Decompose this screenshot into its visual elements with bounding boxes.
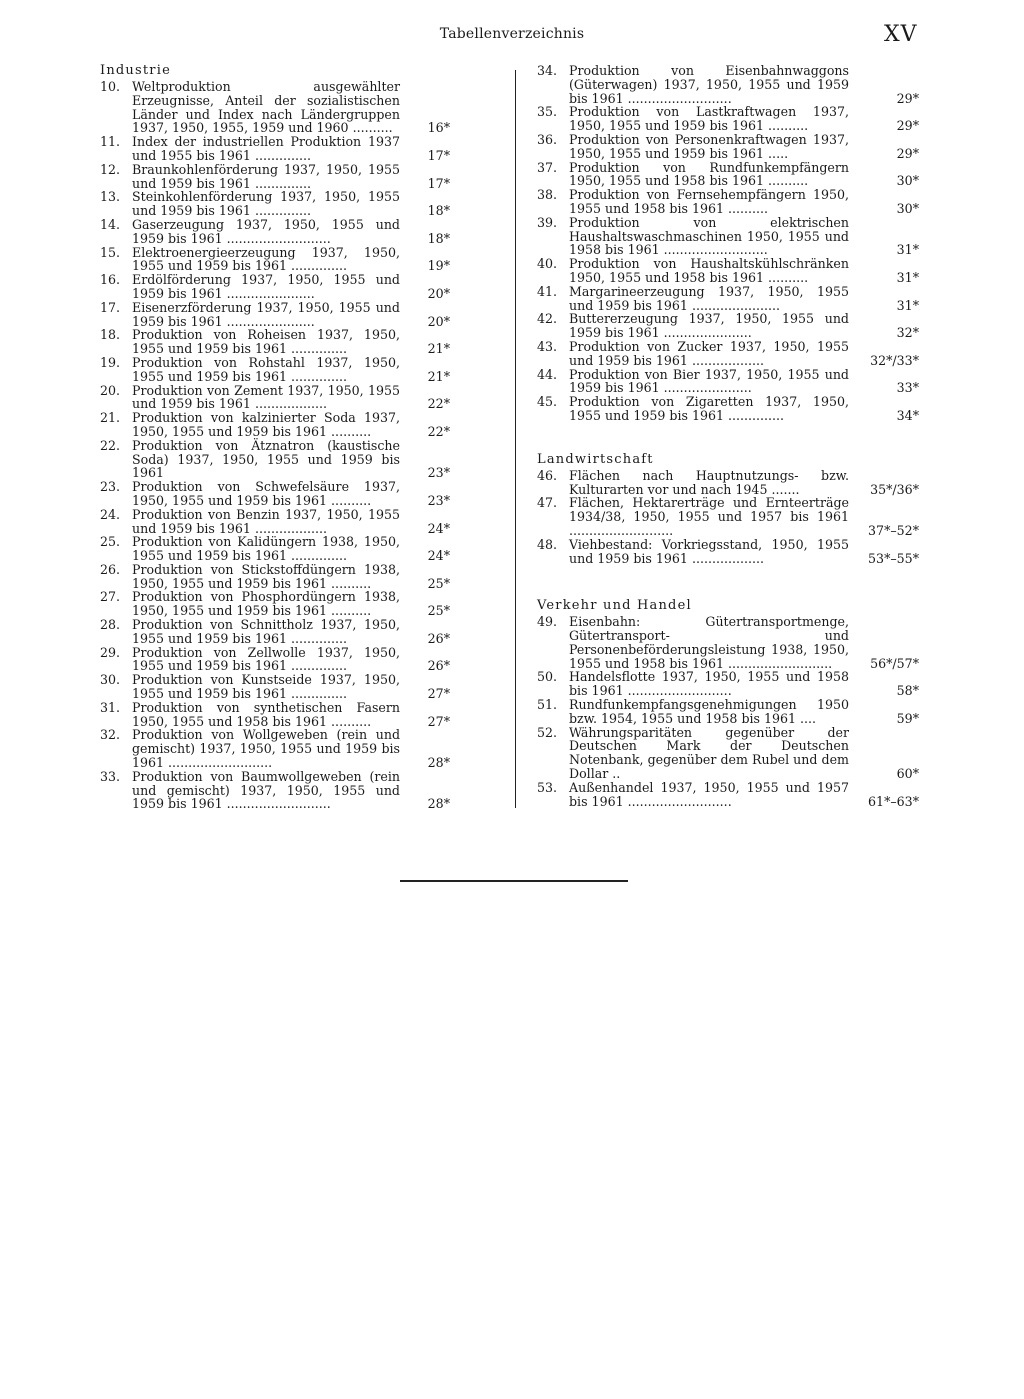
toc-entry: [100, 508, 450, 536]
toc-entry: [100, 563, 450, 591]
toc-entry-title: Produktion von Kalidüngern 1938, 1950, 1955 und 1959 bis 1961 ..............: [132, 534, 400, 564]
toc-entry-number: 17.: [100, 299, 121, 315]
toc-entry-number: 23.: [100, 479, 121, 495]
toc-entry-number: 41.: [537, 283, 558, 299]
toc-entry: [537, 216, 919, 257]
toc-entry-title: Handelsflotte 1937, 1950, 1955 und 1958 bis 1961 ..........................: [569, 669, 849, 699]
toc-entry-page: 27*: [427, 713, 450, 729]
toc-entry: [537, 538, 919, 566]
toc-entry-page: 17*: [427, 147, 450, 163]
toc-entry-page: 37*–52*: [868, 522, 919, 538]
toc-entry-page: 29*: [896, 118, 919, 134]
toc-entry: [537, 161, 919, 189]
toc-entry-title: Währungsparitäten gegenüber der Deutschen Mark der Deutschen Notenbank, gegenüber dem Rubel und dem Dollar ..: [569, 724, 849, 782]
toc-entry: [537, 285, 919, 313]
toc-entry-title: Elektroenergieerzeugung 1937, 1950, 1955 und 1959 bis 1961 ..............: [132, 244, 400, 274]
toc-entry-page: 24*: [427, 548, 450, 564]
toc-entry-page: 22*: [427, 396, 450, 412]
toc-entry: [100, 618, 450, 646]
toc-entry-number: 27.: [100, 589, 121, 605]
toc-entry-page: 29*: [896, 145, 919, 161]
column-divider: [515, 70, 516, 808]
right-column: [537, 64, 919, 808]
toc-entry: [100, 273, 450, 301]
toc-entry-number: 49.: [537, 614, 558, 630]
toc-entry-number: 47.: [537, 495, 558, 511]
toc-entry-title: Produktion von synthetischen Fasern 1950, 1955 und 1958 bis 1961 ..........: [132, 699, 400, 729]
toc-entry-page: 60*: [896, 766, 919, 782]
toc-entry-number: 11.: [100, 134, 121, 150]
toc-entry-title: Erdölförderung 1937, 1950, 1955 und 1959 bis 1961 ......................: [132, 272, 400, 301]
toc-entry-title: Weltproduktion ausgewählter Erzeugnisse, Anteil der sozialistischen Länder und Index nach Ländergruppen 1937, 1950, 1955, 1959 und 1960 ..........: [132, 79, 400, 136]
toc-entry-title: Buttererzeugung 1937, 1950, 1955 und 1959 bis 1961 ......................: [569, 311, 849, 341]
toc-entry-title: Außenhandel 1937, 1950, 1955 und 1957 bis 1961 ..........................: [569, 779, 849, 809]
toc-entry-page: 23*: [427, 465, 450, 481]
section-heading-verkehr-und-handel: Verkehr und Handel: [537, 598, 692, 614]
toc-entry-page: 20*: [427, 313, 450, 329]
toc-entry-page: 17*: [427, 175, 450, 191]
toc-entry-number: 10.: [100, 79, 121, 94]
toc-entry-title: Produktion von Fernsehempfängern 1950, 1955 und 1958 bis 1961 ..........: [569, 187, 849, 216]
toc-entry-page: 35*/36*: [870, 481, 919, 497]
toc-entry-number: 26.: [100, 561, 121, 577]
toc-entry: [537, 368, 919, 396]
toc-entry-number: 37.: [537, 159, 558, 175]
toc-entry-number: 33.: [100, 768, 121, 784]
toc-entry-number: 19.: [100, 354, 121, 370]
toc-entry-title: Produktion von Zellwolle 1937, 1950, 1955 und 1959 bis 1961 ..............: [132, 644, 400, 674]
toc-entry-number: 20.: [100, 382, 121, 398]
toc-entry: [100, 384, 450, 412]
toc-entry-number: 16.: [100, 272, 121, 288]
toc-entry: [100, 356, 450, 384]
toc-entry-title: Produktion von Rundfunkempfängern 1950, 1955 und 1958 bis 1961 ..........: [569, 159, 849, 189]
toc-entry-title: Produktion von Zucker 1937, 1950, 1955 und 1959 bis 1961 ..................: [569, 338, 849, 368]
toc-entry-number: 21.: [100, 410, 121, 426]
toc-entry-page: 26*: [427, 630, 450, 646]
toc-entry: [100, 411, 450, 439]
toc-entry-number: 53.: [537, 779, 558, 795]
toc-entry-number: 51.: [537, 697, 558, 713]
toc-entry: [100, 328, 450, 356]
left-column: [100, 64, 450, 811]
toc-entry: [100, 439, 450, 480]
bottom-rule: [400, 880, 628, 882]
toc-entry: [537, 64, 919, 105]
toc-entry-number: 52.: [537, 724, 558, 740]
toc-entry-number: 18.: [100, 327, 121, 343]
toc-entry-number: 12.: [100, 161, 121, 177]
toc-entry-title: Produktion von Schwefelsäure 1937, 1950, 1955 und 1959 bis 1961 ..........: [132, 479, 400, 508]
toc-entry-number: 24.: [100, 506, 121, 522]
toc-entry-title: Produktion von Schnittholz 1937, 1950, 1955 und 1959 bis 1961 ..............: [132, 617, 400, 646]
toc-entry-page: 24*: [427, 520, 450, 536]
toc-entry-title: Produktion von Stickstoffdüngern 1938, 1950, 1955 und 1959 bis 1961 ..........: [132, 561, 400, 591]
toc-entry-title: Produktion von Eisenbahnwaggons (Güterwagen) 1937, 1950, 1955 und 1959 bis 1961 ..........................: [569, 63, 849, 106]
toc-entry-title: Produktion von Haushaltskühlschränken 1950, 1955 und 1958 bis 1961 ..........: [569, 256, 849, 285]
toc-list-verkehr-und-handel: [537, 615, 919, 808]
toc-entry-page: 27*: [427, 686, 450, 702]
toc-entry: [100, 770, 450, 811]
toc-entry-title: Gaserzeugung 1937, 1950, 1955 und 1959 bis 1961 ..........................: [132, 216, 400, 246]
toc-entry-page: 26*: [427, 658, 450, 674]
toc-entry-page: 34*: [896, 407, 919, 423]
toc-entry: [537, 781, 919, 809]
toc-entry-number: 34.: [537, 63, 558, 78]
toc-entry: [537, 133, 919, 161]
toc-list-landwirtschaft: [537, 469, 919, 566]
toc-entry-number: 22.: [100, 437, 121, 453]
toc-entry-number: 50.: [537, 669, 558, 685]
toc-entry-title: Produktion von Wollgeweben (rein und gemischt) 1937, 1950, 1955 und 1959 bis 1961 ..........................: [132, 727, 400, 771]
toc-entry-title: Produktion von Baumwollgeweben (rein und gemischt) 1937, 1950, 1955 und 1959 bis 1961 ..........................: [132, 768, 400, 812]
toc-entry-title: Steinkohlenförderung 1937, 1950, 1955 und 1959 bis 1961 ..............: [132, 189, 400, 219]
toc-entry-page: 31*: [896, 297, 919, 313]
toc-entry-title: Flächen, Hektarerträge und Ernteerträge 1934/38, 1950, 1955 und 1957 bis 1961 ..........................: [569, 495, 849, 538]
toc-entry-page: 19*: [427, 258, 450, 274]
toc-entry-page: 20*: [427, 285, 450, 301]
toc-entry-number: 32.: [100, 727, 121, 743]
toc-entry-page: 28*: [427, 755, 450, 771]
toc-entry-page: 16*: [427, 120, 450, 136]
toc-entry-title: Produktion von Zement 1937, 1950, 1955 und 1959 bis 1961 ..................: [132, 382, 400, 412]
toc-entry-number: 29.: [100, 644, 121, 660]
toc-entry-title: Produktion von Zigaretten 1937, 1950, 1955 und 1959 bis 1961 ..............: [569, 394, 849, 423]
toc-entry: [537, 312, 919, 340]
toc-entry-title: Margarineerzeugung 1937, 1950, 1955 und 1959 bis 1961 ......................: [569, 283, 849, 313]
spacer: [537, 565, 919, 599]
toc-list-industrie: [100, 80, 450, 811]
toc-entry-title: Produktion von Personenkraftwagen 1937, 1950, 1955 und 1959 bis 1961 .....: [569, 131, 849, 161]
toc-entry-number: 25.: [100, 534, 121, 550]
toc-entry-page: 22*: [427, 423, 450, 439]
toc-entry-number: 35.: [537, 104, 558, 120]
toc-entry-title: Eisenerzförderung 1937, 1950, 1955 und 1959 bis 1961 ......................: [132, 299, 400, 329]
toc-entry-number: 42.: [537, 311, 558, 327]
toc-entry-number: 36.: [537, 131, 558, 147]
toc-entry: [537, 188, 919, 216]
toc-entry-page: 59*: [896, 710, 919, 726]
toc-entry: [100, 673, 450, 701]
toc-entry: [100, 218, 450, 246]
section-heading-landwirtschaft: Landwirtschaft: [537, 451, 654, 467]
toc-entry-page: 58*: [896, 683, 919, 699]
toc-entry-page: 30*: [896, 200, 919, 216]
toc-entry-page: 32*: [896, 325, 919, 341]
toc-entry-number: 15.: [100, 244, 121, 260]
toc-entry-page: 53*–55*: [868, 550, 919, 566]
toc-entry-page: 25*: [427, 575, 450, 591]
toc-entry: [100, 701, 450, 729]
toc-entry-title: Produktion von Kunstseide 1937, 1950, 1955 und 1959 bis 1961 ..............: [132, 672, 400, 702]
toc-entry-title: Index der industriellen Produktion 1937 und 1955 bis 1961 ..............: [132, 134, 400, 163]
toc-entry: [100, 246, 450, 274]
toc-entry: [100, 135, 450, 163]
toc-entry-page: 30*: [896, 173, 919, 189]
toc-entry-number: 31.: [100, 699, 121, 715]
toc-entry-number: 28.: [100, 617, 121, 633]
toc-entry: [537, 105, 919, 133]
toc-entry: [537, 496, 919, 537]
section-heading-industrie: Industrie: [100, 63, 171, 78]
toc-entry-page: 31*: [896, 242, 919, 258]
toc-entry-title: Produktion von Lastkraftwagen 1937, 1950, 1955 und 1959 bis 1961 ..........: [569, 104, 849, 134]
toc-entry: [100, 590, 450, 618]
toc-entry-number: 44.: [537, 366, 558, 382]
toc-entry-title: Produktion von Phosphordüngern 1938, 1950, 1955 und 1959 bis 1961 ..........: [132, 589, 400, 619]
toc-entry: [100, 190, 450, 218]
running-header: Tabellenverzeichnis: [439, 26, 585, 42]
toc-entry: [100, 535, 450, 563]
toc-entry-page: 33*: [896, 380, 919, 396]
toc-entry: [100, 80, 450, 135]
toc-entry-number: 43.: [537, 338, 558, 354]
toc-entry: [537, 469, 919, 497]
toc-entry-page: 29*: [896, 90, 919, 106]
toc-entry-number: 30.: [100, 672, 121, 688]
toc-entry-number: 38.: [537, 187, 558, 203]
toc-entry-number: 13.: [100, 189, 121, 205]
toc-entry: [537, 670, 919, 698]
toc-entry-title: Produktion von elektrischen Haushaltswaschmaschinen 1950, 1955 und 1958 bis 1961 ..........................: [569, 214, 849, 258]
toc-entry-page: 56*/57*: [870, 655, 919, 671]
toc-entry-title: Produktion von kalzinierter Soda 1937, 1950, 1955 und 1959 bis 1961 ..........: [132, 410, 400, 439]
toc-entry-title: Eisenbahn: Gütertransportmenge, Gütertransport- und Personenbeförderungsleistung 1938, 1950, 1955 und 1958 bis 1961 ..........................: [569, 614, 849, 671]
toc-entry-number: 39.: [537, 214, 558, 230]
toc-entry-page: 18*: [427, 230, 450, 246]
toc-entry-title: Produktion von Roheisen 1937, 1950, 1955 und 1959 bis 1961 ..............: [132, 327, 400, 357]
toc-entry-number: 46.: [537, 467, 558, 483]
toc-entry-page: 32*/33*: [870, 352, 919, 368]
toc-entry: [537, 698, 919, 726]
toc-entry-page: 23*: [427, 492, 450, 508]
toc-entry: [537, 257, 919, 285]
toc-entry-number: 48.: [537, 536, 558, 552]
toc-entry-title: Rundfunkempfangsgenehmigungen 1950 bzw. 1954, 1955 und 1958 bis 1961 ....: [569, 697, 849, 726]
toc-entry-title: Produktion von Bier 1937, 1950, 1955 und 1959 bis 1961 ......................: [569, 366, 849, 396]
toc-entry: [537, 395, 919, 423]
toc-entry-page: 21*: [427, 368, 450, 384]
toc-entry-page: 31*: [896, 269, 919, 285]
toc-entry-page: 28*: [427, 796, 450, 812]
toc-entry-number: 14.: [100, 216, 121, 232]
toc-entry-page: 25*: [427, 603, 450, 619]
toc-entry-page: 61*–63*: [868, 793, 919, 809]
toc-entry: [537, 726, 919, 781]
toc-entry-title: Viehbestand: Vorkriegsstand, 1950, 1955 und 1959 bis 1961 ..................: [569, 536, 849, 566]
toc-entry-title: Produktion von Rohstahl 1937, 1950, 1955 und 1959 bis 1961 ..............: [132, 354, 400, 384]
toc-entry: [100, 480, 450, 508]
page-number: XV: [884, 22, 918, 47]
toc-entry-title: Produktion von Benzin 1937, 1950, 1955 und 1959 bis 1961 ..................: [132, 506, 400, 536]
toc-list-industrie-continued: [537, 64, 919, 423]
toc-entry-number: 40.: [537, 256, 558, 272]
toc-entry: [537, 615, 919, 670]
toc-entry-page: 18*: [427, 203, 450, 219]
toc-entry-number: 45.: [537, 394, 558, 410]
toc-entry-title: Braunkohlenförderung 1937, 1950, 1955 und 1959 bis 1961 ..............: [132, 161, 400, 191]
toc-entry: [100, 646, 450, 674]
spacer: [537, 423, 919, 453]
toc-entry: [100, 301, 450, 329]
toc-entry: [100, 163, 450, 191]
toc-entry-title: Produktion von Ätznatron (kaustische Soda) 1937, 1950, 1955 und 1959 bis 1961: [132, 437, 400, 481]
toc-entry-page: 21*: [427, 341, 450, 357]
toc-entry: [100, 728, 450, 769]
toc-entry: [537, 340, 919, 368]
toc-entry-title: Flächen nach Hauptnutzungs- bzw. Kulturarten vor und nach 1945 .......: [569, 467, 849, 497]
